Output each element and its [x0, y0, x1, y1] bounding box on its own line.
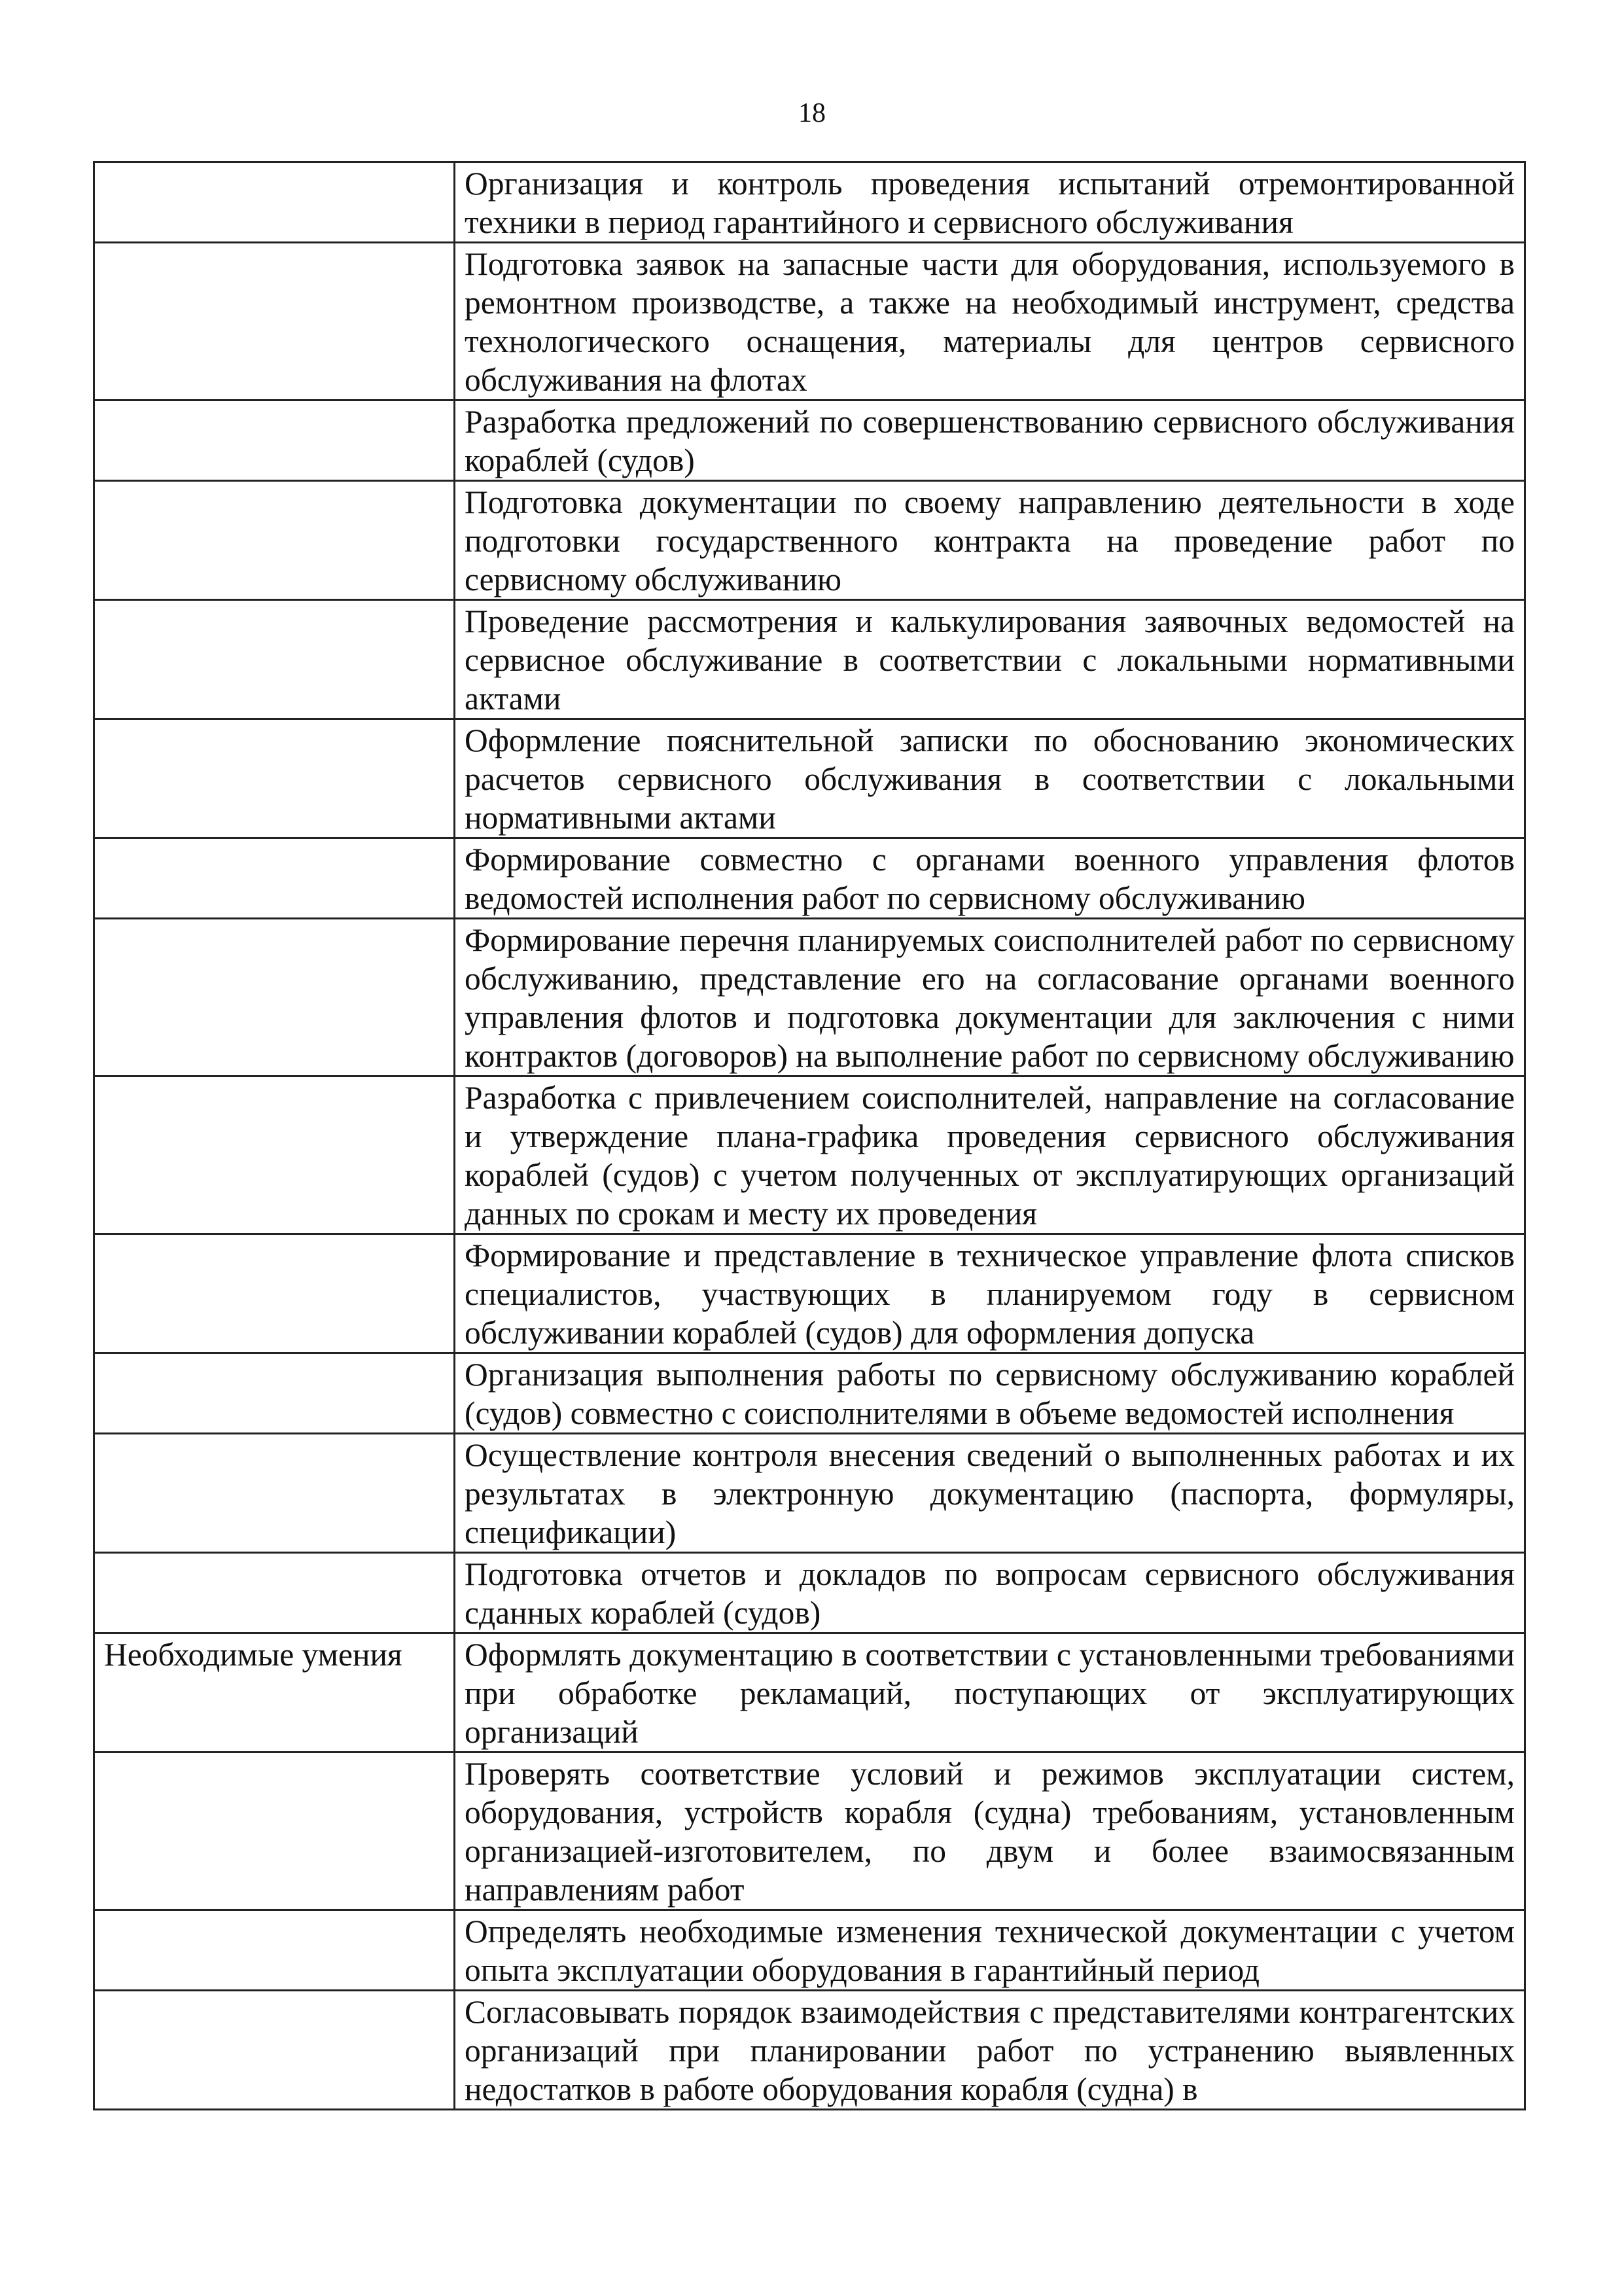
skills-label-cell: Необходимые умения	[94, 1633, 455, 1752]
skill-cell: Согласовывать порядок взаимодействия с представителями контрагентских организаций при планировании работ по устранению выявленных недостатков в работе оборудования корабля (судна) в	[455, 1991, 1525, 2110]
table-row	[94, 481, 1525, 600]
label-cell-continued	[94, 1991, 455, 2110]
table-row	[94, 243, 1525, 400]
skill-cell: Проверять соответствие условий и режимов эксплуатации систем, оборудования, устройств корабля (судна) требованиям, установленным организацией-изготовителем, по двум и более взаимосвязанным направлениям работ	[455, 1752, 1525, 1910]
table-row	[94, 1076, 1525, 1234]
label-cell-continued	[94, 1910, 455, 1991]
function-cell: Формирование совместно с органами военного управления флотов ведомостей исполнения работ по сервисному обслуживанию	[455, 838, 1525, 919]
table-row	[94, 162, 1525, 243]
label-cell	[94, 162, 455, 243]
function-cell: Проведение рассмотрения и калькулирования заявочных ведомостей на сервисное обслуживание в соответствии с локальными нормативными актами	[455, 600, 1525, 719]
table-row	[94, 1553, 1525, 1633]
label-cell-continued	[94, 600, 455, 719]
function-cell: Осуществление контроля внесения сведений о выполненных работах и их результатах в электронную документацию (паспорта, формуляры, спецификации)	[455, 1434, 1525, 1553]
function-cell: Разработка предложений по совершенствованию сервисного обслуживания кораблей (судов)	[455, 400, 1525, 481]
function-cell: Формирование перечня планируемых соисполнителей работ по сервисному обслуживанию, представление его на согласование органами военного управления флотов и подготовка документации для заключения с ними контрактов (договоров) на выполнение работ по сервисному обслуживанию	[455, 919, 1525, 1076]
function-cell: Оформление пояснительной записки по обоснованию экономических расчетов сервисного обслуживания в соответствии с локальными нормативными актами	[455, 719, 1525, 838]
label-cell-continued	[94, 1353, 455, 1434]
function-cell: Подготовка отчетов и докладов по вопросам сервисного обслуживания сданных кораблей (судов)	[455, 1553, 1525, 1633]
table-row	[94, 400, 1525, 481]
table-row	[94, 1910, 1525, 1991]
function-cell: Подготовка документации по своему направлению деятельности в ходе подготовки государственного контракта на проведение работ по сервисному обслуживанию	[455, 481, 1525, 600]
function-cell: Организация и контроль проведения испытаний отремонтированной техники в период гарантийного и сервисного обслуживания	[455, 162, 1525, 243]
label-cell-continued	[94, 919, 455, 1076]
table-row	[94, 1991, 1525, 2110]
label-cell-continued	[94, 481, 455, 600]
function-cell: Подготовка заявок на запасные части для оборудования, используемого в ремонтном производстве, а также на необходимый инструмент, средства технологического оснащения, материалы для центров сервисного обслуживания на флотах	[455, 243, 1525, 400]
label-cell-continued	[94, 719, 455, 838]
label-cell-continued	[94, 243, 455, 400]
requirements-table	[93, 161, 1526, 2110]
label-cell-continued	[94, 1434, 455, 1553]
table-row	[94, 1633, 1525, 1752]
function-cell: Разработка с привлечением соисполнителей, направление на согласование и утверждение плана-графика проведения сервисного обслуживания кораблей (судов) с учетом полученных от эксплуатирующих организаций данных по срокам и месту их проведения	[455, 1076, 1525, 1234]
table-row	[94, 1234, 1525, 1353]
label-cell-continued	[94, 400, 455, 481]
label-cell-continued	[94, 838, 455, 919]
table-row	[94, 838, 1525, 919]
label-cell-continued	[94, 1553, 455, 1633]
table-row	[94, 1752, 1525, 1910]
table-row	[94, 919, 1525, 1076]
page-number: 18	[798, 98, 826, 128]
skill-cell: Оформлять документацию в соответствии с установленными требованиями при обработке рекламаций, поступающих от эксплуатирующих организаций	[455, 1633, 1525, 1752]
function-cell: Формирование и представление в техническое управление флота списков специалистов, участвующих в планируемом году в сервисном обслуживании кораблей (судов) для оформления допуска	[455, 1234, 1525, 1353]
table-row	[94, 600, 1525, 719]
label-cell-continued	[94, 1076, 455, 1234]
label-cell-continued	[94, 1234, 455, 1353]
label-cell-continued	[94, 1752, 455, 1910]
table-row	[94, 719, 1525, 838]
function-cell: Организация выполнения работы по сервисному обслуживанию кораблей (судов) совместно с соисполнителями в объеме ведомостей исполнения	[455, 1353, 1525, 1434]
skill-cell: Определять необходимые изменения технической документации с учетом опыта эксплуатации оборудования в гарантийный период	[455, 1910, 1525, 1991]
table-row	[94, 1353, 1525, 1434]
table-row	[94, 1434, 1525, 1553]
